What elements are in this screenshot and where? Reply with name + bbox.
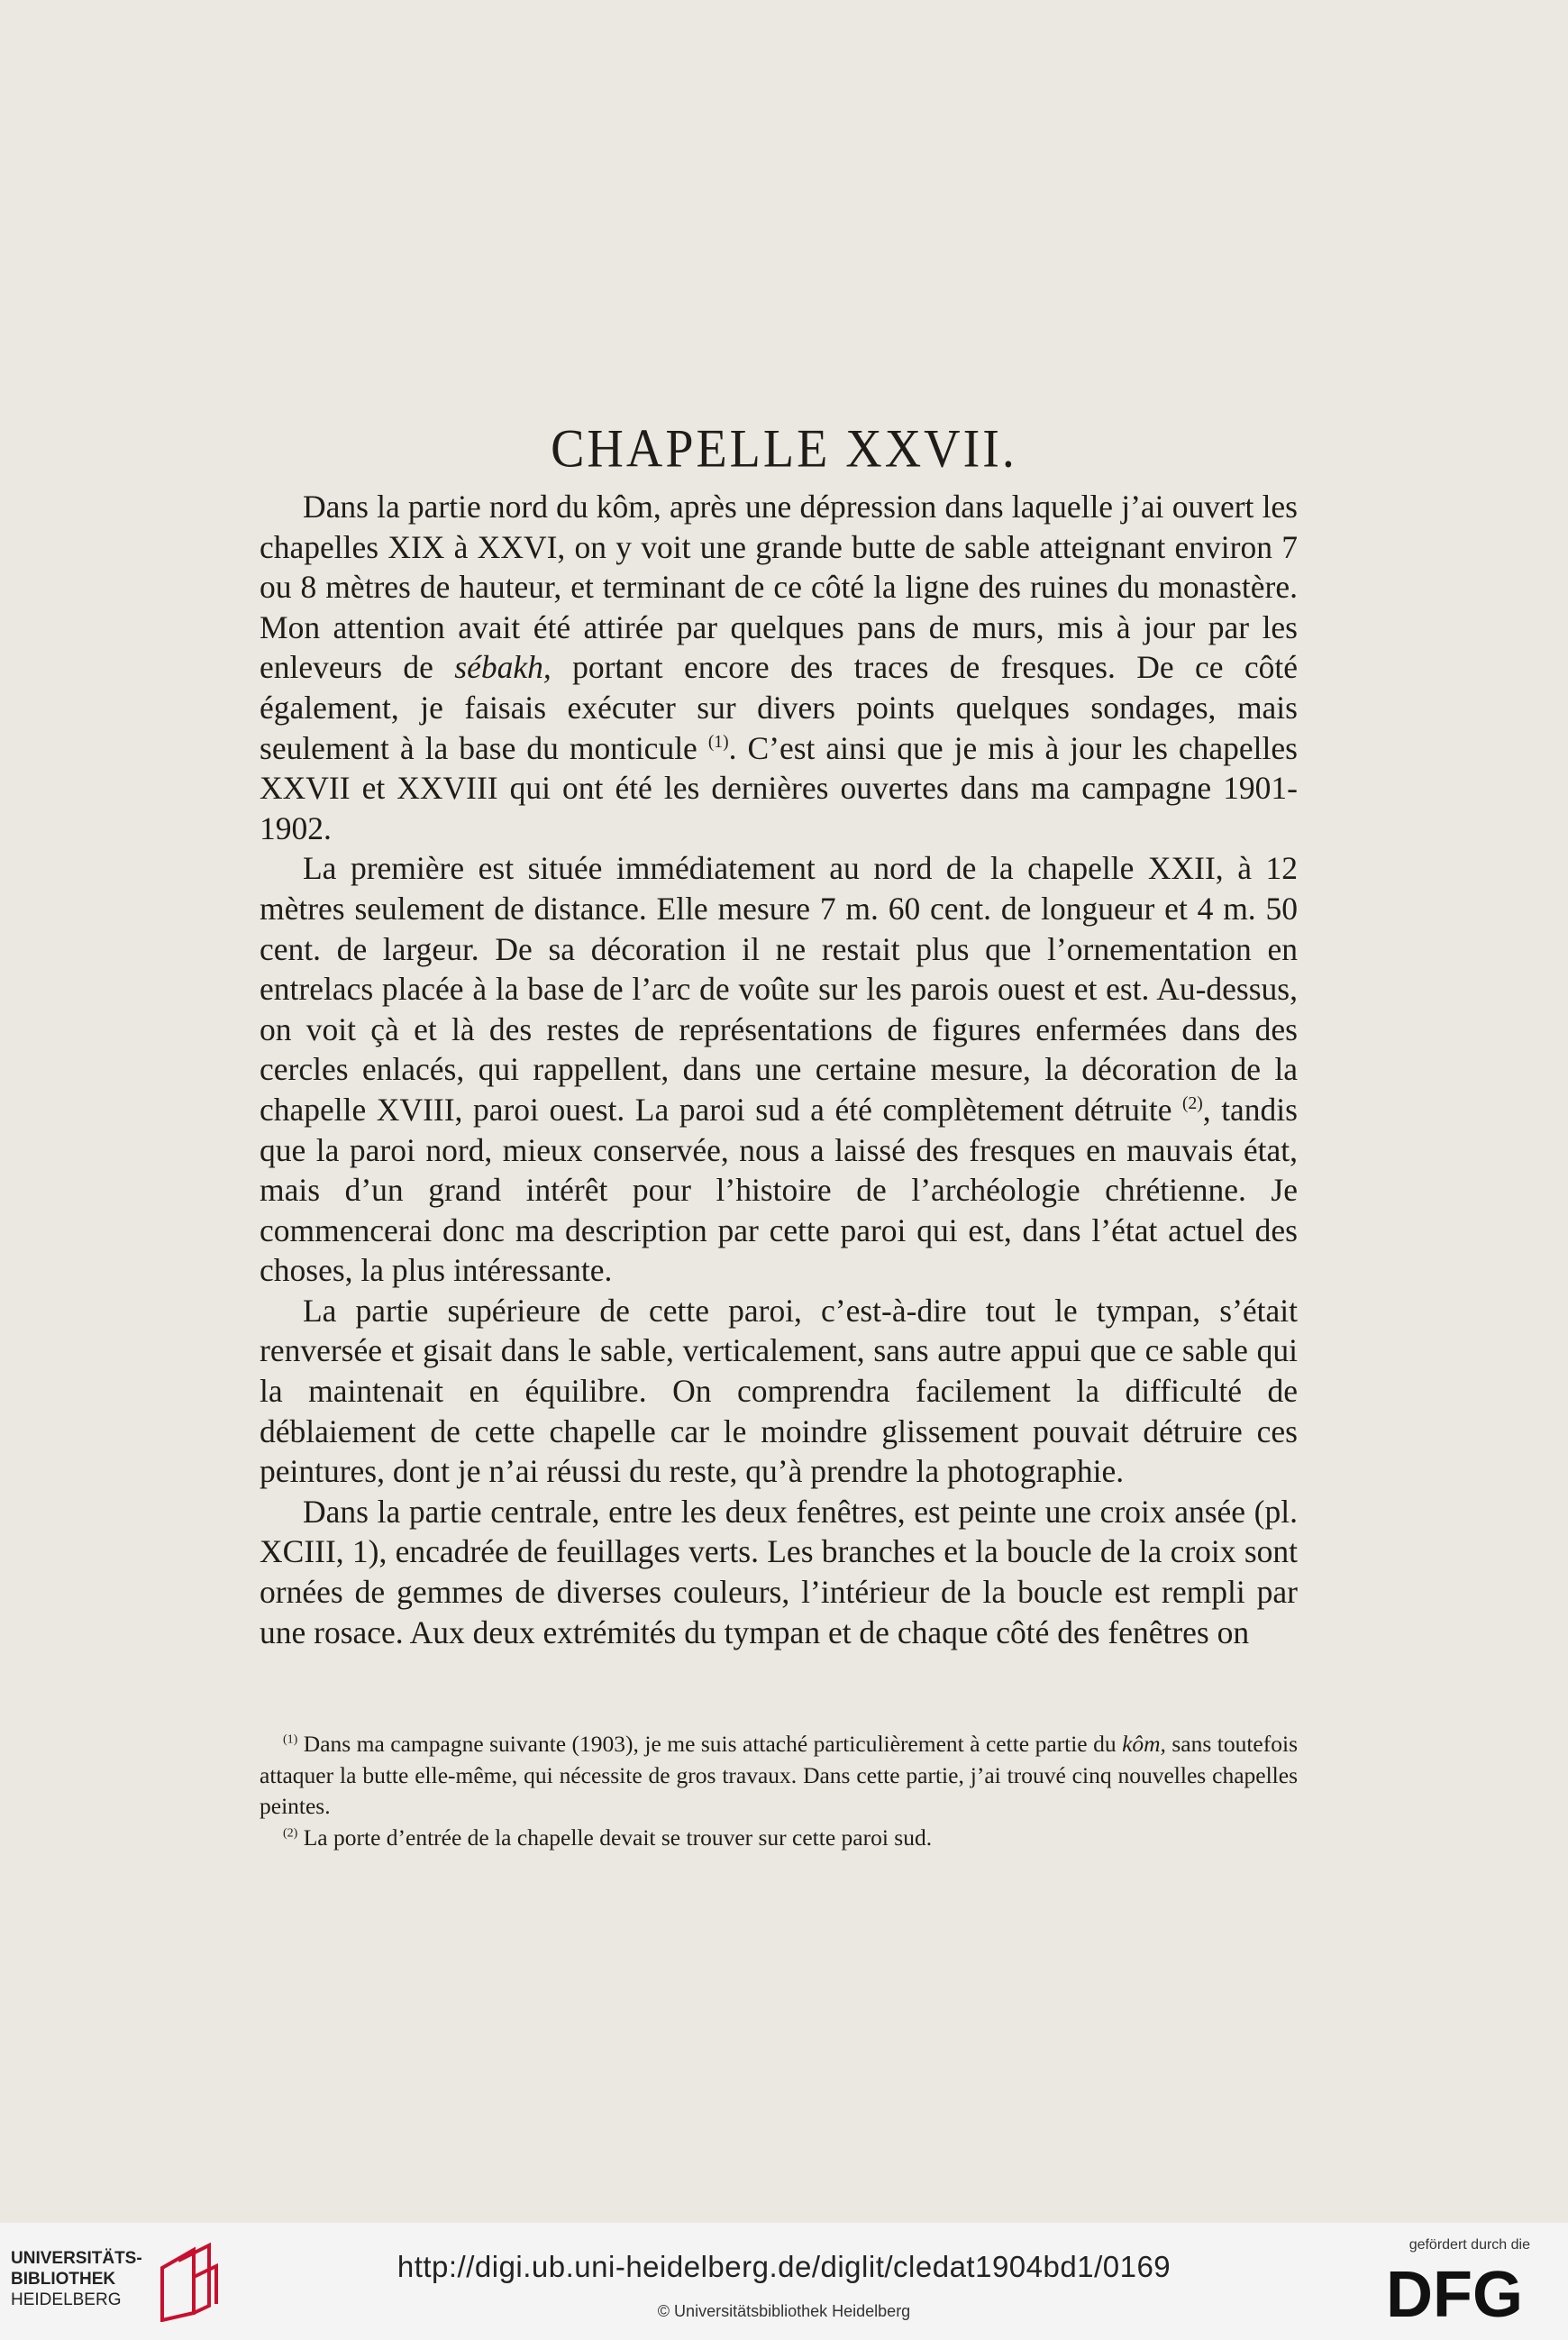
library-name-line1: UNIVERSITÄTS-	[11, 2249, 142, 2268]
text-run: portant encore des traces de fresques. De ce côté également, je faisais exécuter sur divers points quelques sondages, mais seulement à la base du monticule	[260, 649, 1298, 766]
viewer-footer	[0, 2223, 1568, 2340]
library-name-line3: HEIDELBERG	[11, 2290, 122, 2309]
footnote-ref: (1)	[283, 1732, 298, 1747]
footnote-ref: (2)	[283, 1826, 298, 1840]
paragraph	[260, 848, 1298, 1291]
permalink-url[interactable]: http://digi.ub.uni-heidelberg.de/diglit/cledat1904bd1/0169	[397, 2250, 1171, 2283]
paragraph	[260, 487, 1298, 848]
text-run: La partie supérieure de cette paroi, c’est-à-dire tout le tympan, s’était renversée et gisait dans le sable, verticalement, sans autre appui que ce sable qui la maintenait en équilibre. On comprendra facilement la difficulté de déblaiement de cette chapelle car le moindre glissement pouvait détruire ces peintures, dont je n’ai réussi du reste, qu’à prendre la photographie.	[260, 1292, 1298, 1490]
paragraph	[260, 1492, 1298, 1652]
text-run: La première est située immédiatement au nord de la chapelle XXII, à 12 mètres seulement de distance. Elle mesure 7 m. 60 cent. de longueur et 4 m. 50 cent. de largeur. De sa décoration il ne restait plus que l’ornementation en entrelacs placée à la base de l’arc de voûte sur les parois ouest et est. Au-dessus, on voit çà et là des restes de représentations de figures enfermées dans des cercles enlacés, qui rappellent, dans une certaine mesure, la décoration de la chapelle XVIII, paroi ouest. La paroi sud a été complètement détruite	[260, 850, 1298, 1128]
footnote	[260, 1729, 1298, 1823]
text-run: sans toutefois attaquer la butte elle-même, qui nécessite de gros travaux. Dans cette partie, j’ai trouvé cinq nouvelles chapelles peintes.	[260, 1731, 1299, 1819]
text-run: Dans la partie nord du kôm, après une dépression dans laquelle j’ai ouvert les chapelles XIX à XXVI, on y voit une grande butte de sable atteignant environ 7 ou 8 mètres de hauteur, et terminant de ce côté la ligne des ruines du monastère. Mon attention avait été attirée par quelques pans de murs, mis à jour par les enleveurs de	[260, 489, 1298, 686]
italic-term: sébakh,	[454, 649, 552, 686]
footnote-ref: (2)	[1182, 1094, 1203, 1114]
text-run: La porte d’entrée de la chapelle devait se trouver sur cette paroi sud.	[297, 1824, 933, 1851]
paragraph	[260, 1291, 1298, 1492]
library-name-line2: BIBLIOTHEK	[11, 2270, 116, 2289]
dfg-logo-text: DFG	[1386, 2261, 1523, 2322]
footnote-ref: (1)	[707, 732, 729, 752]
text-run: Dans ma campagne suivante (1903), je me suis attaché particulièrement à cette partie du	[297, 1731, 1123, 1757]
body-text	[260, 487, 1298, 1652]
text-run: . C’est ainsi que je mis à jour les chapelles XXVII et XXVIII qui ont été les dernières ouvertes dans ma campagne 1901-1902.	[260, 729, 1298, 846]
footnotes	[260, 1729, 1298, 1853]
footnote	[260, 1823, 1298, 1854]
text-run: , tandis que la paroi nord, mieux conservée, nous a laissé des fresques en mauvais état, mais d’un grand intérêt pour l’histoire de l’archéologie chrétienne. Je commencerai donc ma description par cette paroi qui est, dans l’état actuel des choses, la plus intéressante.	[260, 1091, 1298, 1289]
sponsor-label: gefördert durch die	[1408, 2237, 1530, 2253]
italic-term: kôm,	[1122, 1731, 1166, 1757]
dfg-logo-icon[interactable]	[1386, 2261, 1541, 2322]
text-run: Dans la partie centrale, entre les deux fenêtres, est peinte une croix ansée (pl. XCIII, 1), encadrée de feuillages verts. Les branches et la boucle de la croix sont ornées de gemmes de diverses couleurs, l’intérieur de la boucle est rempli par une rosace. Aux deux extrémités du tympan et de chaque côté des fenêtres on	[260, 1493, 1298, 1650]
chapter-title: CHAPELLE XXVII.	[551, 418, 1017, 479]
copyright-notice: © Universitätsbibliothek Heidelberg	[657, 2302, 911, 2320]
